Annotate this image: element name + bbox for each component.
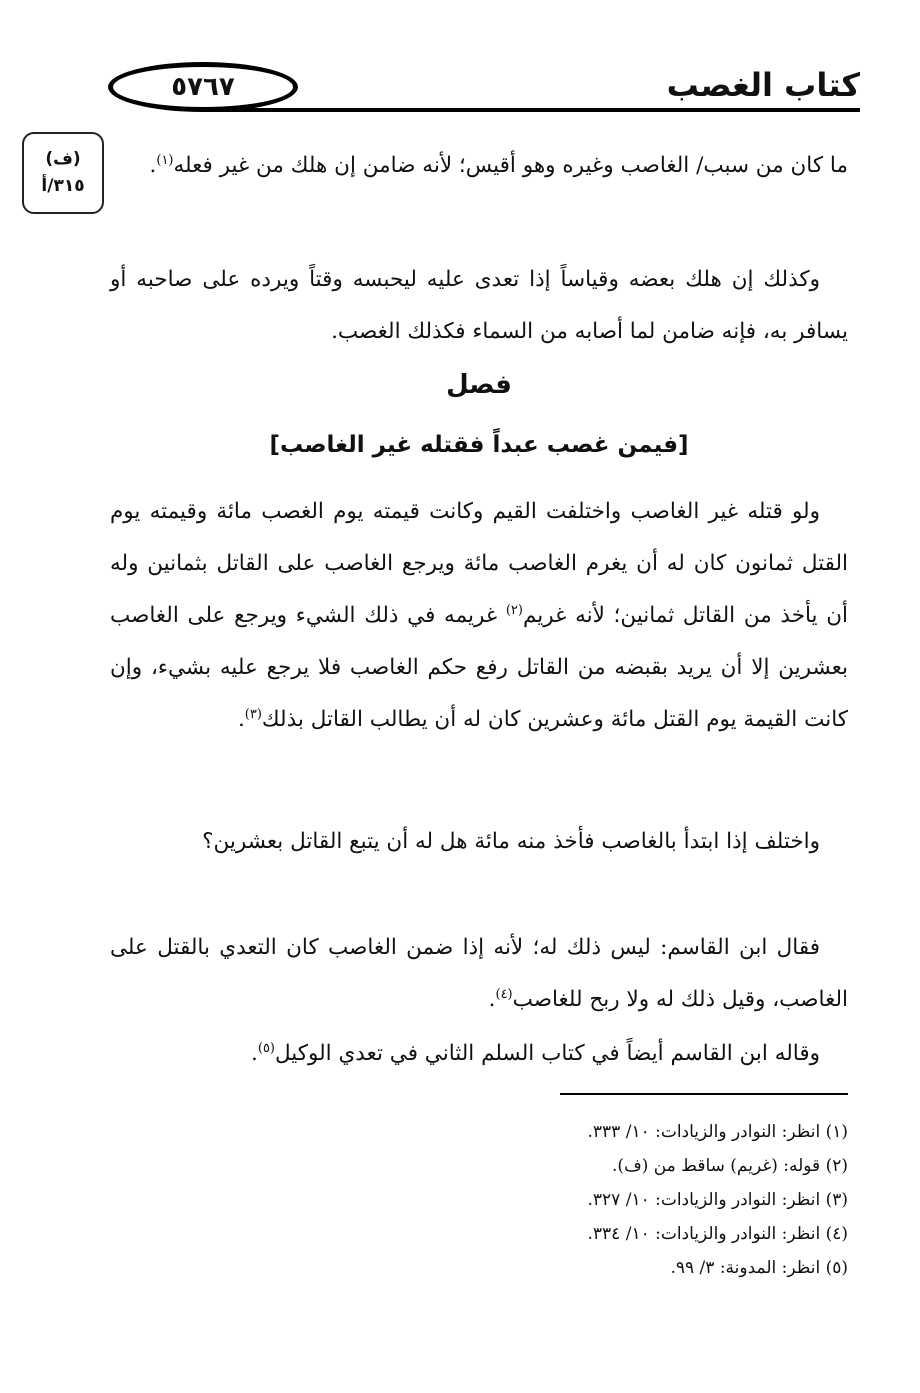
manuscript-reference-box — [22, 132, 104, 214]
page-number-oval — [108, 62, 298, 112]
footnote-3: (٣) انظر: النوادر والزيادات: ١٠/ ٣٢٧. — [587, 1190, 848, 1210]
paragraph-end: . — [149, 153, 157, 178]
paragraph-text: ولو قتله غير الغاصب واختلفت القيم وكانت قيمته يوم الغصب مائة وقيمته يوم القتل ثمانون كان له أن يغرم الغاصب مائة ويرجع الغاصب على القاتل بثمانين وله أن يأخذ من القاتل ثمانين؛ لأنه غريم — [110, 499, 848, 628]
footnote-ref-3[interactable]: (٣) — [244, 706, 262, 722]
footnotes — [400, 1115, 848, 1285]
paragraph-4 — [110, 816, 848, 868]
paragraph-text: فقال ابن القاسم: ليس ذلك له؛ لأنه إذا ضمن الغاصب كان التعدي بالقتل على الغاصب، وقيل ذلك له ولا ربح للغاصب — [110, 935, 848, 1012]
footnote-5: (٥) انظر: المدونة: ٣/ ٩٩. — [670, 1258, 848, 1278]
footnote-ref-5[interactable]: (٥) — [257, 1040, 275, 1056]
paragraph-end: . — [237, 707, 245, 732]
paragraph-1 — [110, 140, 848, 192]
manuscript-siglum: (ف) — [45, 148, 81, 169]
footnote-2: (٢) قوله: (غريم) ساقط من (ف). — [612, 1156, 848, 1176]
section-subheading: [فيمن غصب عبداً فقتله غير الغاصب] — [269, 432, 689, 458]
paragraph-end: . — [488, 987, 496, 1012]
paragraph-text: واختلف إذا ابتدأ بالغاصب فأخذ منه مائة هل له أن يتبع القاتل بعشرين؟ — [202, 829, 820, 854]
footnote-ref-2[interactable]: (٢) — [505, 602, 523, 618]
book-title: كتاب الغصب — [666, 66, 860, 104]
paragraph-end: . — [251, 1041, 258, 1066]
manuscript-folio: ٣١٥/أ — [41, 176, 85, 196]
paragraph-text: وقاله ابن القاسم أيضاً في كتاب السلم الثاني في تعدي الوكيل — [275, 1041, 820, 1066]
footnote-ref-1[interactable]: (١) — [156, 152, 174, 168]
paragraph-2 — [110, 254, 848, 358]
paragraph-6 — [110, 1028, 848, 1080]
footnote-separator — [560, 1093, 848, 1095]
header-rule — [200, 108, 860, 112]
paragraph-text: وكذلك إن هلك بعضه وقياساً إذا تعدى عليه ليحبسه وقتاً ويرده على صاحبه أو يسافر به، فإنه ضامن لما أصابه من السماء فكذلك الغصب. — [110, 267, 848, 344]
paragraph-text: ما كان من سبب/ الغاصب وغيره وهو أقيس؛ لأنه ضامن إن هلك من غير فعله — [173, 153, 848, 178]
footnote-ref-4[interactable]: (٤) — [495, 986, 513, 1002]
footnote-1: (١) انظر: النوادر والزيادات: ١٠/ ٣٣٣. — [587, 1122, 848, 1142]
section-heading: فصل — [446, 370, 512, 400]
paragraph-text-cont: غريمه في ذلك الشيء ويرجع على الغاصب بعشرين إلا أن يريد بقبضه من القاتل رفع حكم الغاصب فلا يرجع عليه بشيء، وإن كانت القيمة يوم القتل مائة وعشرين كان له أن يطالب القاتل بذلك — [110, 603, 848, 732]
footnote-4: (٤) انظر: النوادر والزيادات: ١٠/ ٣٣٤. — [587, 1224, 848, 1244]
page-header — [100, 52, 860, 122]
paragraph-5 — [110, 922, 848, 1026]
paragraph-3 — [110, 486, 848, 746]
page-number: ٥٧٦٧ — [171, 72, 235, 102]
